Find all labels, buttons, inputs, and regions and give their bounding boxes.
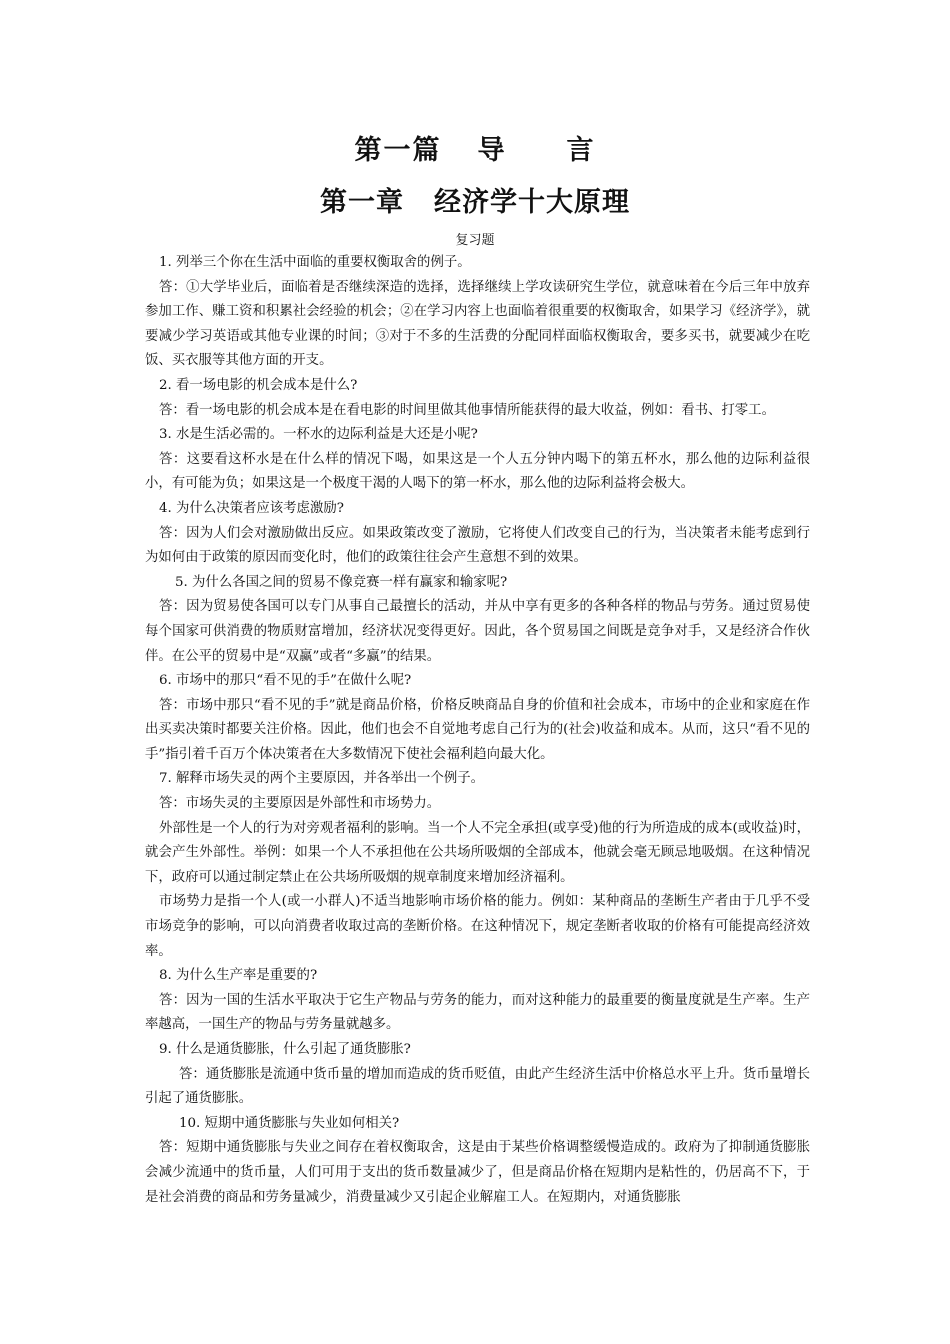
answer-paragraph: 答：因为一国的生活水平取决于它生产物品与劳务的能力，而对这种能力的最重要的衡量度就是生产率。生产率越高，一国生产的物品与劳务量就越多。 — [145, 992, 810, 1033]
question-paragraph: 6. 市场中的那只“看不见的手”在做什么呢? — [159, 673, 412, 689]
question-paragraph: 10. 短期中通货膨胀与失业如何相关? — [179, 1115, 400, 1131]
question-paragraph: 8. 为什么生产率是重要的? — [159, 968, 318, 984]
answer-paragraph: 答：这要看这杯水是在什么样的情况下喝，如果这是一个人五分钟内喝下的第五杯水，那么他的边际利益很小，有可能为负；如果这是一个极度干渴的人喝下的第一杯水，那么他的边际利益将会极大。 — [145, 451, 810, 492]
question-answer-list — [145, 251, 810, 1210]
answer-paragraph: 外部性是一个人的行为对旁观者福利的影响。当一个人不完全承担(或享受)他的行为所造成的成本(或收益)时，就会产生外部性。举例：如果一个人不承担他在公共场所吸烟的全部成本，他就会毫无顾忌地吸烟。在这种情况下，政府可以通过制定禁止在公共场所吸烟的规章制度来增加经济福利。 — [145, 820, 810, 885]
question-paragraph: 4. 为什么决策者应该考虑激励? — [159, 500, 344, 516]
answer-paragraph: 答：通货膨胀是流通中货币量的增加而造成的货币贬值，由此产生经济生活中价格总水平上升。货币量增长引起了通货膨胀。 — [145, 1066, 810, 1107]
answer-paragraph: 答：市场中那只“看不见的手”就是商品价格，价格反映商品自身的价值和社会成本，市场中的企业和家庭在作出买卖决策时都要关注价格。因此，他们也会不自觉地考虑自己行为的(社会)收益和成本。从而，这只“看不见的手”指引着千百万个体决策者在大多数情况下使社会福利趋向最大化。 — [145, 697, 810, 762]
answer-paragraph: 答：①大学毕业后，面临着是否继续深造的选择，选择继续上学攻读研究生学位，就意味着在今后三年中放弃参加工作、赚工资和积累社会经验的机会；②在学习内容上也面临着很重要的权衡取舍，如果学习《经济学》，就要减少学习英语或其他专业课的时间；③对于不多的生活费的分配同样面临权衡取舍，要多买书，就要减少在吃饭、买衣服等其他方面的开支。 — [145, 279, 810, 369]
question-paragraph: 1. 列举三个你在生活中面临的重要权衡取舍的例子。 — [159, 255, 471, 270]
question-paragraph: 5. 为什么各国之间的贸易不像竞赛一样有赢家和输家呢? — [175, 574, 508, 590]
question-paragraph: 3. 水是生活必需的。一杯水的边际利益是大还是小呢? — [159, 427, 478, 443]
question-paragraph: 7. 解释市场失灵的两个主要原因，并各举出一个例子。 — [159, 771, 485, 787]
section-subtitle: 复习题 — [455, 233, 495, 248]
answer-paragraph: 答：短期中通货膨胀与失业之间存在着权衡取舍，这是由于某些价格调整缓慢造成的。政府为了抑制通货膨胀会减少流通中的货币量，人们可用于支出的货币数量减少了，但是商品价格在短期内是粘性的，仍居高不下，于是社会消费的商品和劳务量减少，消费量减少又引起企业解雇工人。在短期内，对通货膨胀 — [145, 1140, 810, 1205]
answer-paragraph: 答：看一场电影的机会成本是在看电影的时间里做其他事情所能获得的最大收益，例如：看书、打零工。 — [159, 402, 775, 418]
question-paragraph: 9. 什么是通货膨胀，什么引起了通货膨胀? — [159, 1042, 411, 1057]
question-paragraph: 2. 看一场电影的机会成本是什么? — [159, 377, 358, 393]
answer-paragraph: 市场势力是指一个人(或一小群人)不适当地影响市场价格的能力。例如：某种商品的垄断生产者由于几乎不受市场竞争的影响，可以向消费者收取过高的垄断价格。在这种情况下，规定垄断者收取的价格有可能提高经济效率。 — [145, 894, 810, 959]
part-title-number: 第一篇 — [354, 135, 442, 166]
chapter-title-number: 第一章 — [320, 187, 404, 218]
answer-paragraph: 答：因为人们会对激励做出反应。如果政策改变了激励，它将使人们改变自己的行为，当决策者未能考虑到行为如何由于政策的原因而变化时，他们的政策往往会产生意想不到的效果。 — [145, 525, 810, 566]
part-title-word-1: 导 — [477, 135, 507, 166]
part-title-word-2: 言 — [566, 135, 596, 166]
chapter-title-name: 经济学十大原理 — [434, 187, 630, 218]
chapter-title — [0, 180, 950, 219]
answer-paragraph: 答：因为贸易使各国可以专门从事自己最擅长的活动，并从中享有更多的各种各样的物品与劳务。通过贸易使每个国家可供消费的物质财富增加，经济状况变得更好。因此，各个贸易国之间既是竞争对手，又是经济合作伙伴。在公平的贸易中是“双赢”或者“多赢”的结果。 — [145, 599, 810, 664]
part-title — [0, 128, 950, 167]
answer-paragraph: 答：市场失灵的主要原因是外部性和市场势力。 — [159, 796, 441, 812]
